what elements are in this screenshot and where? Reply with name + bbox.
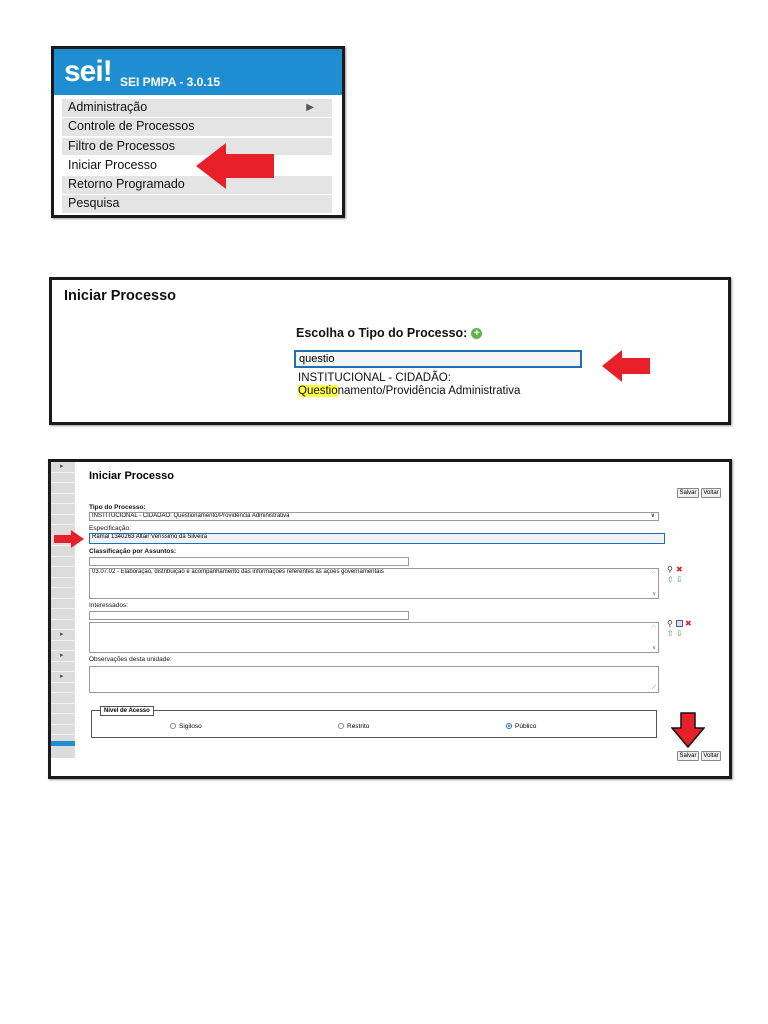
classificacao-list[interactable] (89, 568, 659, 599)
nivel-acesso-legend: Nível de Acesso (100, 706, 154, 716)
sidebar-row[interactable] (51, 672, 75, 683)
sidebar-row[interactable] (51, 725, 75, 736)
iniciar-processo-form-panel (48, 459, 732, 779)
menu-item-label: Filtro de Processos (68, 138, 175, 153)
sidebar-row[interactable] (51, 651, 75, 662)
suggestion-suffix: namento/Providência Administrativa (337, 385, 521, 397)
sei-logo: sei! (64, 55, 112, 88)
sidebar-row[interactable] (51, 630, 75, 641)
menu-item-label: Pesquisa (68, 196, 120, 211)
edit-icon[interactable] (676, 620, 683, 627)
classificacao-item[interactable]: 03.07.02 - Elaboração, distribuição e acompanhamento das informações referentes às ações governamentais (92, 569, 384, 575)
sidebar-row[interactable] (51, 515, 75, 526)
red-arrow-left-icon (196, 143, 276, 189)
classificacao-search-input[interactable] (89, 557, 409, 566)
tipo-processo-prompt (296, 326, 482, 340)
interessados-label: Interessados: (89, 602, 129, 609)
nivel-acesso-fieldset (91, 710, 657, 738)
sidebar-row[interactable] (51, 620, 75, 631)
add-icon[interactable]: + (471, 328, 482, 339)
sidebar-row[interactable] (51, 588, 75, 599)
radio-sigiloso[interactable] (170, 723, 202, 730)
sidebar-row[interactable] (51, 494, 75, 505)
sidebar-row[interactable] (51, 567, 75, 578)
scroll-down-icon[interactable]: ∨ (652, 645, 656, 651)
expand-arrow-icon[interactable]: ▸ (60, 631, 64, 638)
expand-arrow-icon[interactable]: ▸ (60, 652, 64, 659)
menu-item-label: Controle de Processos (68, 119, 195, 134)
expand-arrow-icon[interactable]: ▸ (60, 673, 64, 680)
move-up-icon[interactable]: ⇧ (667, 629, 674, 638)
classificacao-label: Classificação por Assuntos: (89, 548, 177, 555)
remove-icon[interactable]: ✖ (676, 565, 683, 574)
page-title: Iniciar Processo (89, 470, 174, 482)
save-button-top[interactable]: Salvar (677, 488, 699, 498)
sidebar-row[interactable] (51, 683, 75, 694)
back-button-top[interactable]: Voltar (701, 488, 721, 498)
radio-label: Público (515, 723, 537, 730)
chevron-down-icon: ∨ (650, 513, 655, 519)
sidebar-accent-bar (51, 741, 75, 746)
move-down-icon[interactable]: ⇩ (676, 629, 683, 638)
interessados-list[interactable] (89, 622, 659, 653)
radio-restrito[interactable] (338, 723, 369, 730)
radio-label: Sigiloso (179, 723, 202, 730)
sidebar-row[interactable] (51, 641, 75, 652)
search-query-text: questio (299, 353, 335, 365)
tipo-processo-label: Tipo do Processo: (89, 504, 146, 511)
sidebar-row[interactable] (51, 693, 75, 704)
menu-item-administracao[interactable] (62, 99, 332, 117)
scroll-down-icon[interactable]: ∨ (652, 591, 656, 597)
radio-button[interactable] (170, 723, 176, 729)
sidebar-row[interactable] (51, 662, 75, 673)
radio-publico[interactable] (506, 723, 536, 730)
remove-icon[interactable]: ✖ (685, 619, 692, 628)
menu-item-label: Retorno Programado (68, 177, 185, 192)
sidebar-row[interactable] (51, 483, 75, 494)
page-title: Iniciar Processo (64, 288, 177, 304)
sidebar-row[interactable] (51, 609, 75, 620)
move-down-icon[interactable]: ⇩ (676, 575, 683, 584)
menu-item-controle-de-processos[interactable] (62, 118, 332, 136)
sidebar-row[interactable] (51, 578, 75, 589)
scroll-up-icon[interactable]: ︿ (650, 623, 656, 629)
search-icon[interactable]: ⚲ (667, 619, 673, 628)
sidebar-row[interactable] (51, 504, 75, 515)
tipo-processo-search-input[interactable] (294, 350, 582, 368)
radio-button[interactable] (338, 723, 344, 729)
interessados-search-input[interactable] (89, 611, 409, 620)
search-icon[interactable]: ⚲ (667, 565, 673, 574)
move-up-icon[interactable]: ⇧ (667, 575, 674, 584)
suggestion-highlight: Questio (298, 385, 338, 397)
red-arrow-left-icon (602, 350, 652, 382)
tipo-processo-select[interactable] (89, 512, 659, 521)
resize-handle-icon[interactable]: ⟋ (651, 685, 656, 691)
sidebar-row[interactable] (51, 557, 75, 568)
especificacao-input[interactable] (89, 533, 665, 544)
sidebar-row[interactable] (51, 473, 75, 484)
red-arrow-right-icon (54, 530, 84, 548)
sidebar-row[interactable] (51, 599, 75, 610)
red-arrow-down-icon (671, 712, 705, 748)
chevron-right-icon: ▶ (306, 102, 314, 113)
save-button-bottom[interactable]: Salvar (677, 751, 699, 761)
sidebar-row[interactable] (51, 714, 75, 725)
radio-label: Restrito (347, 723, 370, 730)
especificacao-label: Especificação: (89, 525, 131, 532)
sei-version-label: SEI PMPA - 3.0.15 (120, 75, 221, 89)
menu-item-label: Administração (68, 100, 148, 114)
left-sidebar (51, 462, 75, 758)
menu-item-label: Iniciar Processo (68, 157, 157, 172)
prompt-text: Escolha o Tipo do Processo: (296, 326, 468, 340)
observacoes-textarea[interactable] (89, 666, 659, 693)
sei-main-menu-panel (51, 46, 345, 218)
radio-button-selected[interactable] (506, 723, 512, 729)
tipo-processo-value: INSTITUCIONAL - CIDADÃO: Questionamento/Providência Administrativa (92, 513, 290, 519)
suggestion-prefix: INSTITUCIONAL - CIDADÃO: (298, 372, 451, 384)
sei-header-bar (54, 49, 342, 95)
observacoes-label: Observações desta unidade: (89, 656, 172, 663)
sidebar-row[interactable] (51, 704, 75, 715)
especificacao-value: Ramal 1340263 Altair Veríssimo da Silveira (92, 534, 208, 540)
scroll-up-icon[interactable]: ︿ (650, 569, 656, 575)
iniciar-processo-search-panel (49, 277, 731, 425)
expand-arrow-icon[interactable]: ▸ (60, 463, 64, 470)
autocomplete-suggestion[interactable] (298, 372, 598, 398)
menu-item-pesquisa[interactable] (62, 195, 332, 213)
back-button-bottom[interactable]: Voltar (701, 751, 721, 761)
sidebar-row[interactable] (51, 462, 75, 473)
